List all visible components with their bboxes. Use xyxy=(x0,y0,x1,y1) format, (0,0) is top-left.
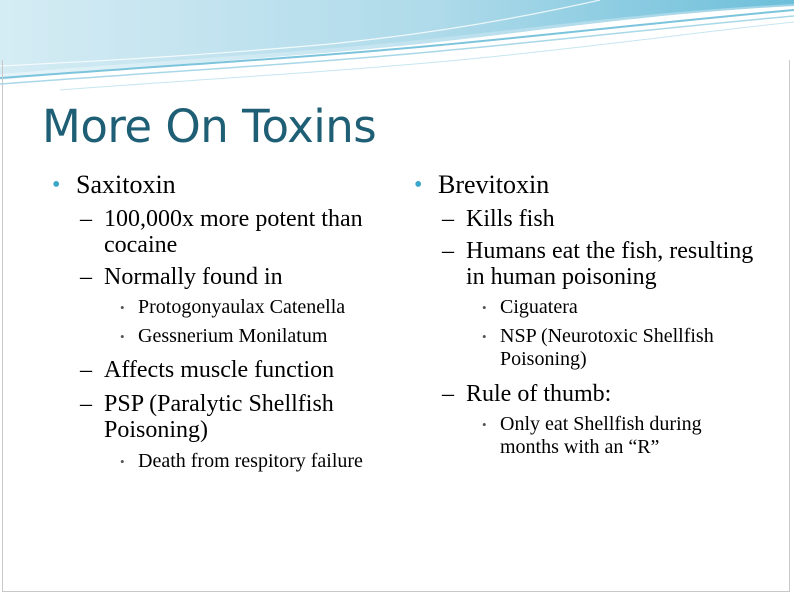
right-column xyxy=(404,170,764,459)
bullet-item: – Rule of thumb: xyxy=(442,381,612,407)
bullet-item: – 100,000x more potent than cocaine xyxy=(80,206,363,258)
bullet-item: – Normally found in xyxy=(80,264,283,290)
bullet-item: – Kills fish xyxy=(442,206,555,232)
sub-bullet-item: • Gessnerium Monilatum xyxy=(120,325,328,347)
bullet-item: – Affects muscle function xyxy=(80,357,335,383)
bullet-item: – Humans eat the fish, resulting in human poisoning xyxy=(442,238,754,290)
bullet-heading-brevitoxin: • Brevitoxin xyxy=(414,170,550,199)
sub-bullet-item: • Protogonyaulax Catenella xyxy=(120,296,346,318)
sub-bullet-item: • Ciguatera xyxy=(482,296,578,318)
sub-bullet-item: • Only eat Shellfish during months with an “R” xyxy=(482,413,702,458)
left-column xyxy=(42,170,392,473)
bullet-item: – PSP (Paralytic Shellfish Poisoning) xyxy=(80,391,334,443)
bullet-heading-saxitoxin: • Saxitoxin xyxy=(52,170,176,199)
sub-bullet-item: • Death from respitory failure xyxy=(120,450,363,472)
sub-bullet-item: • NSP (Neurotoxic Shellfish Poisoning) xyxy=(482,325,714,370)
slide-title: More On Toxins xyxy=(42,100,377,153)
